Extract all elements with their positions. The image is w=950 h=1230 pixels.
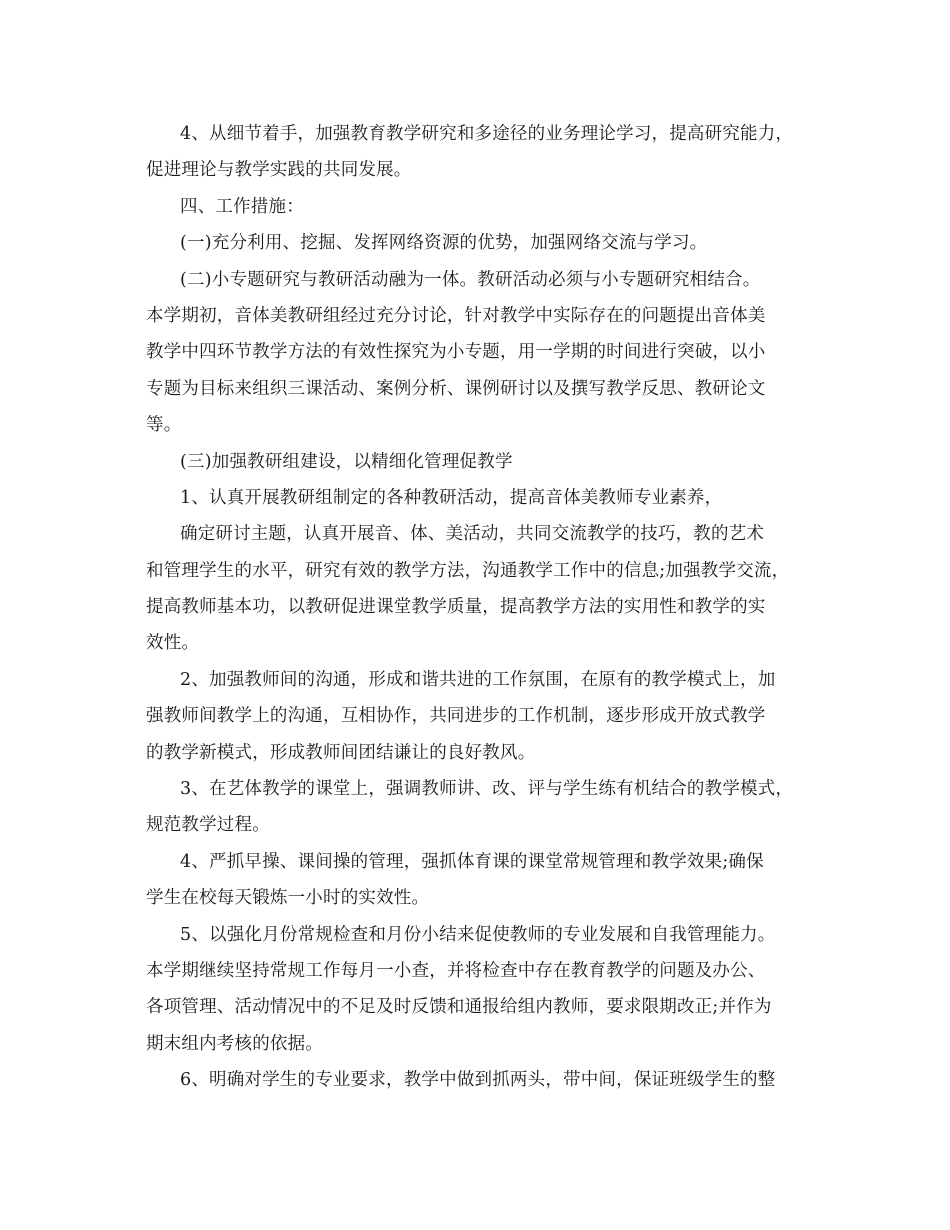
text-line: 4、严抓早操、课间操的管理，强抓体育课的课堂常规管理和教学效果;确保	[180, 851, 764, 872]
text-line: 6、明确对学生的专业要求，教学中做到抓两头，带中间，保证班级学生的整	[180, 1070, 776, 1091]
text-line: 教学中四环节教学方法的有效性探究为小专题，用一学期的时间进行突破，以小	[146, 342, 766, 363]
text-line: 促进理论与教学实践的共同发展。	[146, 160, 412, 181]
text-line: 3、在艺体教学的课堂上，强调教师讲、改、评与学生练有机结合的教学模式，	[180, 779, 794, 800]
text-line: (二)小专题研究与教研活动融为一体。教研活动必须与小专题研究相结合。	[180, 269, 761, 290]
text-line: 和管理学生的水平，研究有效的教学方法，沟通教学工作中的信息;加强教学交流，	[146, 560, 790, 581]
text-line: 专题为目标来组织三课活动、案例分析、课例研讨以及撰写教学反思、教研论文	[146, 378, 766, 399]
text-line: 5、以强化月份常规检查和月份小结来促使教师的专业发展和自我管理能力。	[180, 924, 776, 945]
text-line: 4、从细节着手，加强教育教学研究和多途径的业务理论学习，提高研究能力，	[180, 124, 794, 144]
text-line: 学生在校每天锻炼一小时的实效性。	[146, 888, 430, 909]
text-line: 四、工作措施：	[180, 196, 304, 217]
text-line: 效性。	[146, 633, 200, 654]
text-line: 提高教师基本功，以教研促进课堂教学质量，提高教学方法的实用性和教学的实	[146, 597, 766, 618]
text-line: (一)充分利用、挖掘、发挥网络资源的优势，加强网络交流与学习。	[180, 233, 708, 254]
text-line: 1、认真开展教研组制定的各种教研活动，提高音体美教师专业素养，	[180, 487, 723, 508]
text-line: 强教师间教学上的沟通，互相协作，共同进步的工作机制，逐步形成开放式教学	[146, 706, 766, 727]
text-line: 本学期初，音体美教研组经过充分讨论，针对教学中实际存在的问题提出音体美	[146, 305, 766, 326]
text-line: 规范教学过程。	[146, 815, 270, 836]
text-line: 期末组内考核的依据。	[146, 1033, 323, 1054]
text-line: 的教学新模式，形成教师间团结谦让的良好教风。	[146, 742, 536, 763]
text-line: 各项管理、活动情况中的不足及时反馈和通报给组内教师，要求限期改正;并作为	[146, 997, 772, 1018]
text-line: 本学期继续坚持常规工作每月一小查，并将检查中存在教育教学的问题及办公、	[146, 960, 766, 981]
text-line: (三)加强教研组建设，以精细化管理促教学	[180, 451, 513, 472]
text-line: 等。	[146, 415, 182, 436]
text-line: 2、加强教师间的沟通，形成和谐共进的工作氛围，在原有的教学模式上，加	[180, 669, 776, 690]
document-body	[146, 116, 816, 1099]
text-line: 确定研讨主题，认真开展音、体、美活动，共同交流教学的技巧，教的艺术	[180, 524, 765, 545]
